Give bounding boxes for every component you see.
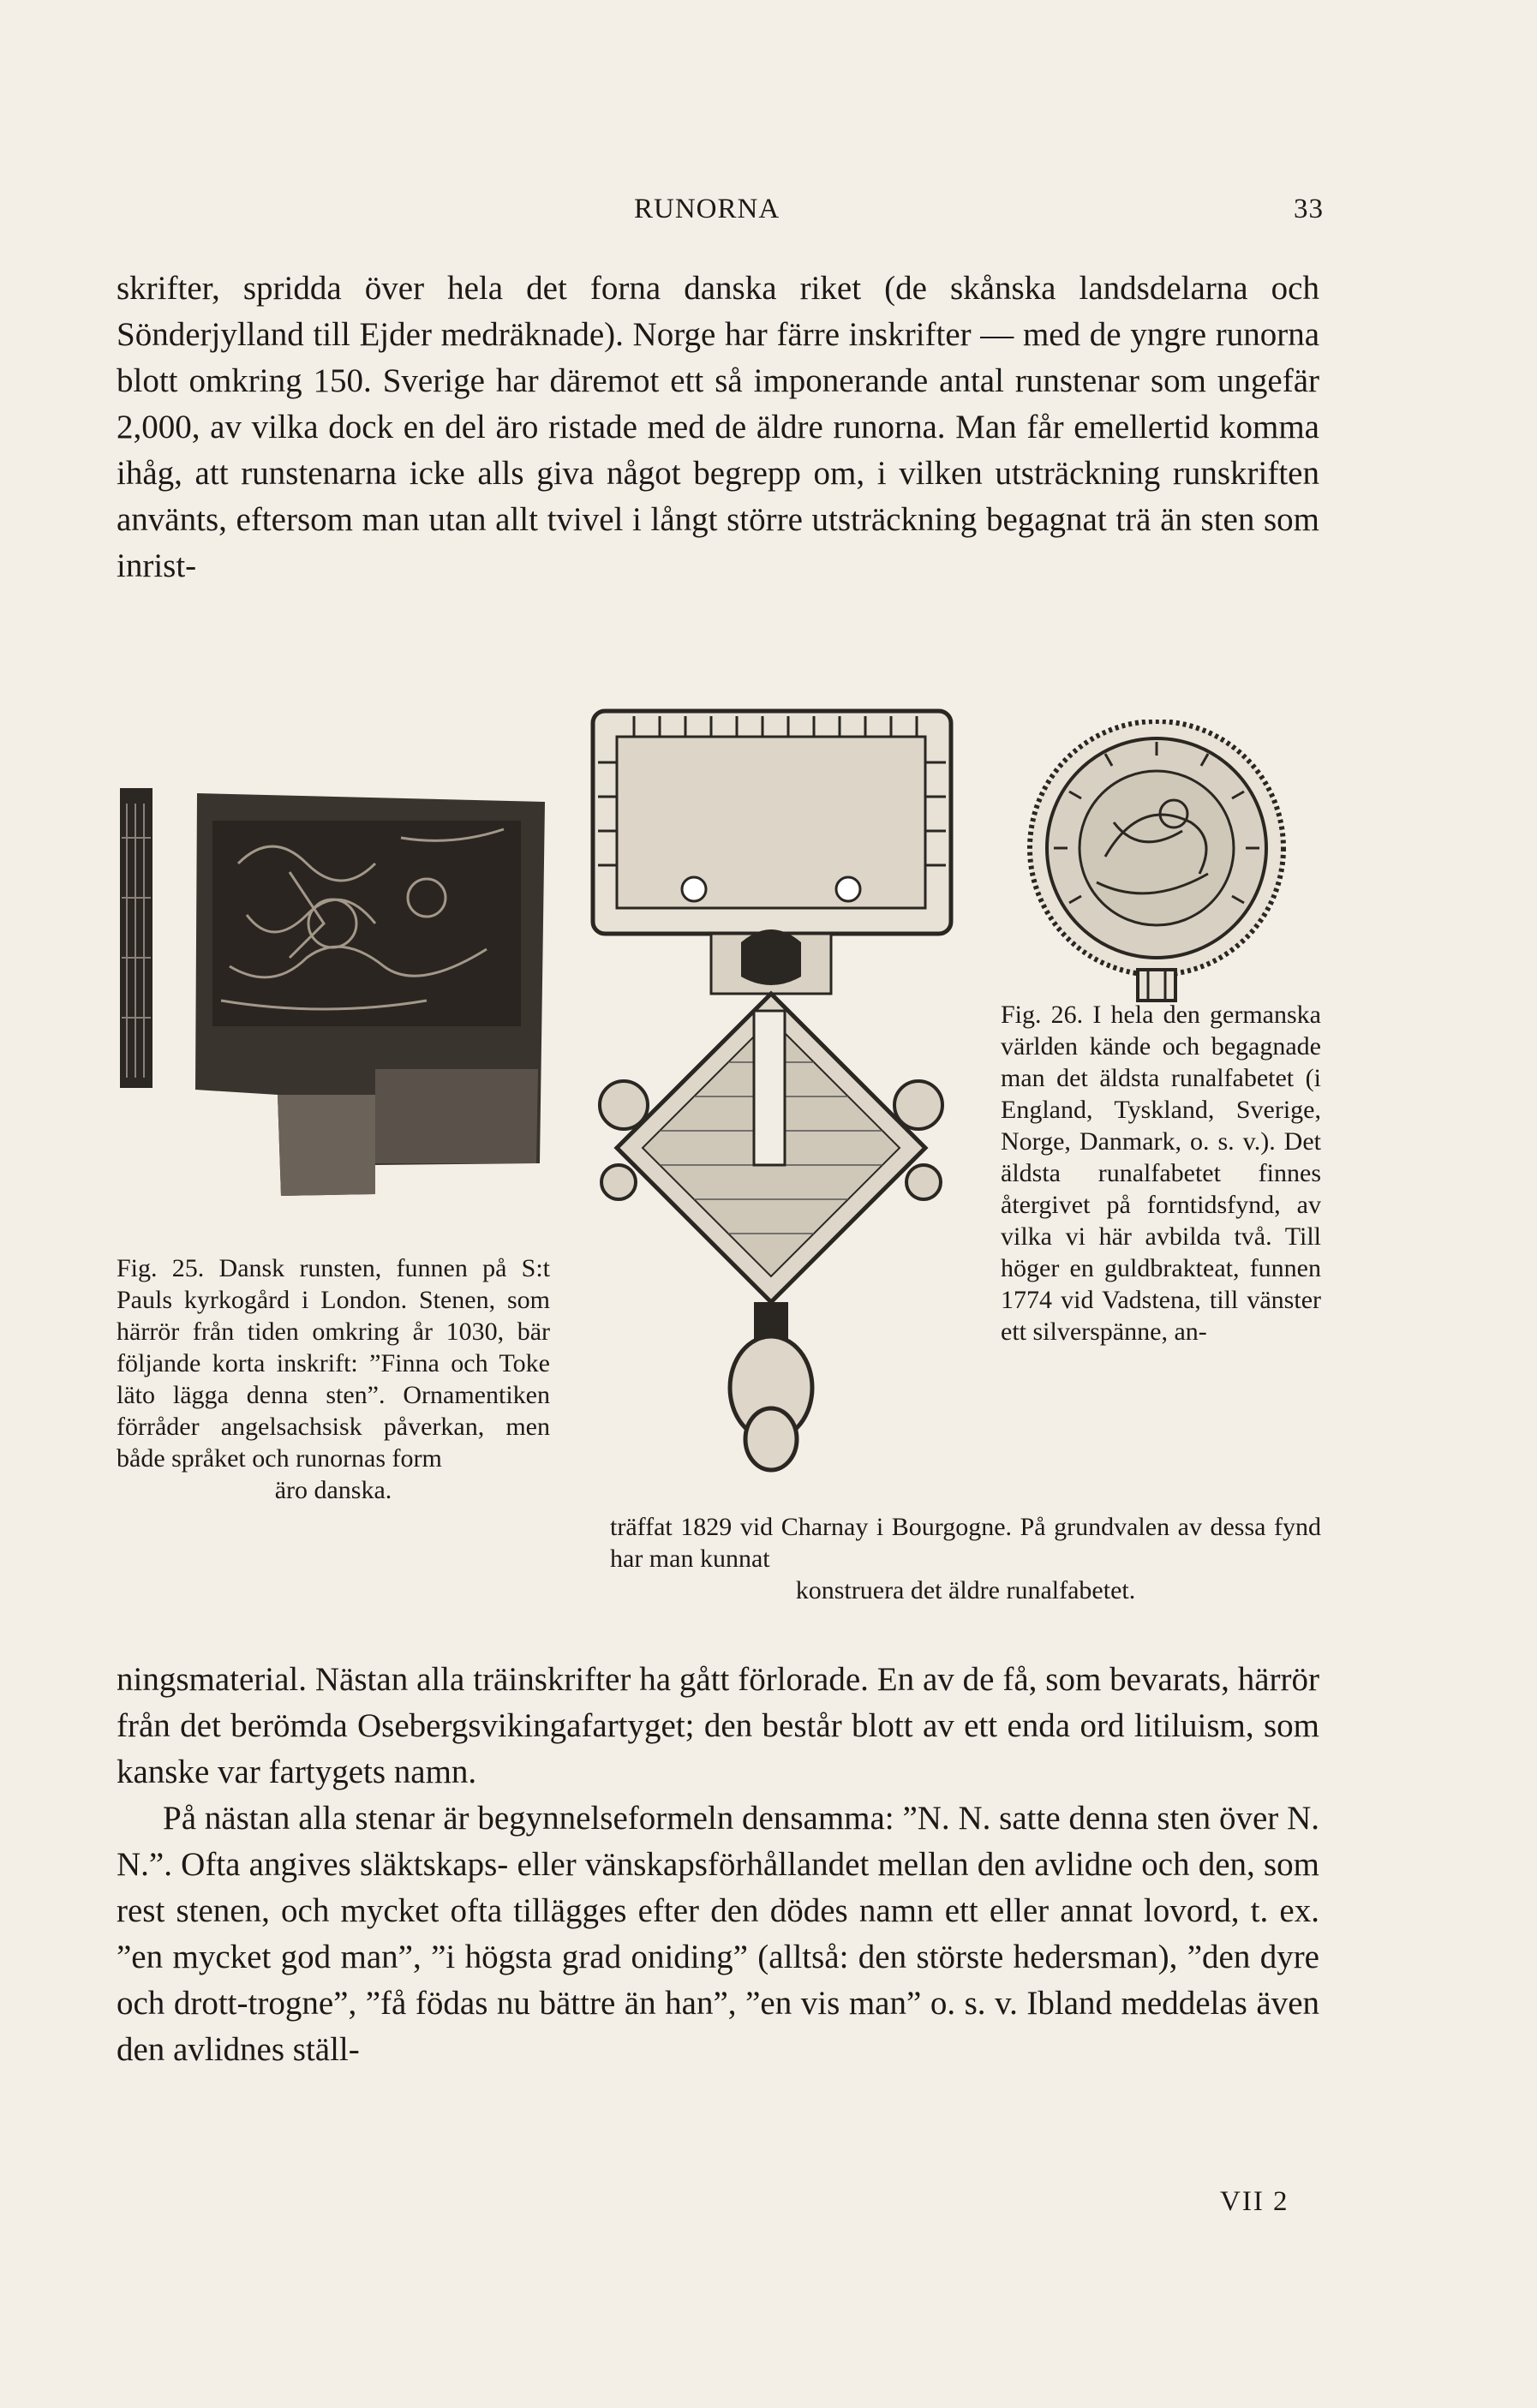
running-head — [0, 194, 1537, 228]
paragraph: ningsmaterial. Nästan alla träinskrifter ha gått förlorade. En av de få, som bevarats, härrör från det berömda Osebergsvikingafartyget; den består blott av ett enda ord litiluism, som kanske var fartygets namn. — [117, 1661, 1319, 1790]
figure-26-caption-bottom-last-line: konstruera det äldre runalfabetet. — [795, 1576, 1136, 1604]
figure-25-runestone-image — [118, 786, 547, 1198]
figure-26-silver-brooch-image — [583, 702, 960, 1491]
body-text-bottom — [117, 1657, 1319, 2073]
paragraph: På nästan alla stenar är begynnelseformeln densamma: ”N. N. satte denna sten över N. N.”. Ofta angives släktskaps- eller vänskapsförhållandet mellan den avlidne och den, som rest stenen, och mycket ofta tillägges efter den dödes namn ett eller annat lovord, t. ex. ”en mycket god man”, ”i högsta grad oniding” (alltså: den störste hedersman), ”den dyre och drott-trogne”, ”få födas nu bättre än han”, ”en vis man” o. s. v. Ibland meddelas även den avlidnes ställ- — [117, 1800, 1319, 2068]
figure-25-caption — [117, 1252, 550, 1506]
figure-25-caption-text: Fig. 25. Dansk runsten, funnen på S:t Pauls kyrkogård i London. Stenen, som härrör från tiden omkring år 1030, bär följande korta inskrift: ”Finna och Toke läto lägga denna sten”. Ornamentiken förråder angelsachsisk påverkan, men både språket och runornas form — [117, 1254, 550, 1473]
figure-25-caption-last-line: äro danska. — [274, 1476, 392, 1504]
figure-26-caption-right: Fig. 26. I hela den germanska världen kände och begagnade man det äldsta runalfabetet (i England, Tyskland, Sverige, Norge, Danmark, o. s. v.). Det äldsta runalfabetet finnes återgivet på forntidsfynd, av vilka vi här avbilda två. Till höger en guldbrakteat, funnen 1774 vid Vadstena, till vänster ett silverspänne, an- — [1001, 1001, 1321, 1346]
figure-26-gold-bracteate-image — [1020, 720, 1294, 1002]
figure-26-caption-bottom — [610, 1511, 1321, 1606]
page-number: 33 — [1294, 194, 1324, 224]
signature-mark: VII 2 — [1220, 2186, 1289, 2217]
running-head-title: RUNORNA — [634, 194, 780, 224]
body-text-top — [117, 266, 1319, 589]
paragraph: skrifter, spridda över hela det forna danska riket (de skånska landsdelarna och Sönderjylland till Ejder medräknade). Norge har färre inskrifter — med de yngre runorna blott omkring 150. Sverige har däremot ett så imponerande antal runstenar som ungefär 2,000, av vilka dock en del äro ristade med de äldre runorna. Man får emellertid komma ihåg, att runstenarna icke alls giva något begrepp om, i vilken utsträckning runskriften använts, eftersom man utan allt tvivel i långt större utsträckning begagnat trä än sten som inrist- — [117, 270, 1319, 584]
figure-26-caption-bottom-text: träffat 1829 vid Charnay i Bourgogne. På grundvalen av dessa fynd har man kunnat — [610, 1513, 1321, 1573]
